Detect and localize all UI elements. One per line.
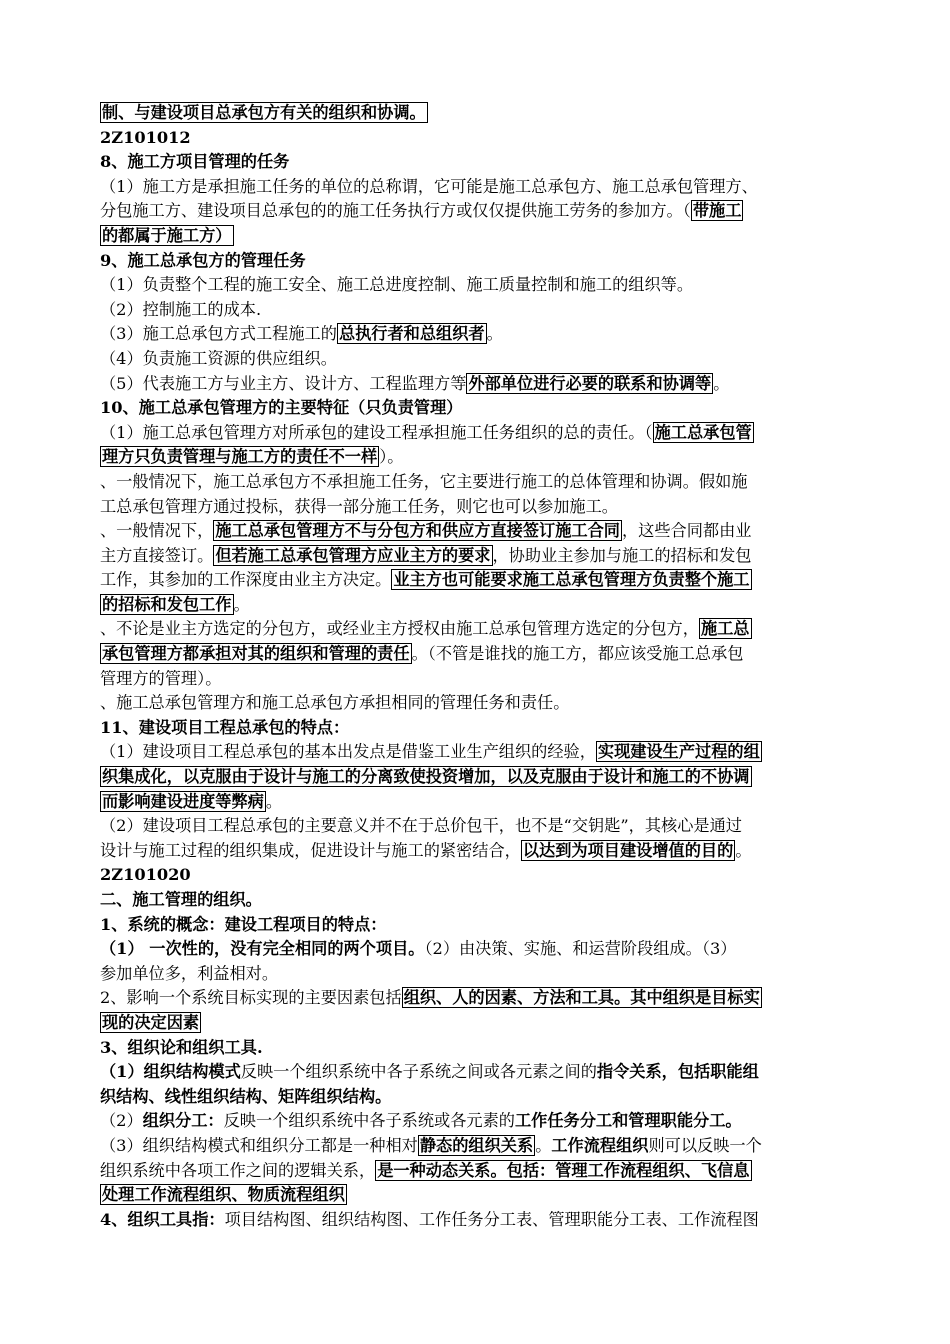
- document-page: [100, 101, 884, 1232]
- bold-text: 指令关系，包括职能组: [596, 1062, 759, 1082]
- text-line: [100, 863, 884, 888]
- boxed-highlight-text: 施工总: [700, 619, 750, 639]
- bold-text: 8、施工方项目管理的任务: [100, 152, 290, 172]
- text-line: [100, 396, 884, 421]
- text-line: [100, 1208, 884, 1233]
- body-text: ）。: [379, 447, 404, 467]
- body-text: 。（不管是谁找的施工方，都应该受施工总承包: [411, 644, 744, 664]
- text-line: [100, 199, 884, 224]
- boxed-highlight-text: 而影响建设进度等弊病: [102, 791, 264, 811]
- text-line: [100, 839, 884, 864]
- text-line: [100, 617, 884, 642]
- text-line: [100, 962, 884, 987]
- body-text: （1）施工总承包管理方对所承包的建设工程承担施工任务组织的总的责任。（: [100, 422, 653, 442]
- body-text: （1）负责整个工程的施工安全、施工总进度控制、施工质量控制和施工的组织等。: [100, 275, 694, 295]
- text-line: [100, 986, 884, 1011]
- body-text: 、一般情况下，: [100, 521, 214, 541]
- body-text: 。: [713, 373, 730, 393]
- text-line: [100, 667, 884, 692]
- bold-text: 工作流程组织: [551, 1135, 649, 1155]
- boxed-highlight-text: 外部单位进行必要的联系和协调等: [468, 373, 712, 393]
- body-text: 反映一个组织系统中各子系统之间或各元素之间的: [240, 1062, 597, 1082]
- bold-text: 4、组织工具指：: [100, 1209, 225, 1229]
- boxed-highlight-text: 组织、人的因素、方法和工具。其中组织是目标实: [403, 988, 760, 1008]
- text-line: [100, 224, 884, 249]
- text-line: [100, 1159, 884, 1184]
- boxed-highlight-text: 的都属于施工方）: [102, 225, 232, 245]
- bold-text: 2Z101020: [100, 865, 191, 885]
- text-line: [100, 298, 884, 323]
- body-text: ，这些合同都由业: [622, 521, 752, 541]
- text-line: [100, 347, 884, 372]
- body-text: 、不论是业主方选定的分包方，或经业主方授权由施工总承包管理方选定的分包方，: [100, 619, 699, 639]
- bold-text: 1、系统的概念：建设工程项目的特点：: [100, 914, 387, 934]
- body-text: 。: [265, 791, 283, 811]
- text-line: [100, 937, 884, 962]
- text-line: [100, 814, 884, 839]
- text-line: [100, 1109, 884, 1134]
- boxed-highlight-text: 是一种动态关系。包括：管理工作流程组织、飞信息: [377, 1160, 750, 1180]
- body-text: （3）施工总承包方式工程施工的: [100, 324, 337, 344]
- body-text: （4）负责施工资源的供应组织。: [100, 348, 337, 368]
- body-text: 、一般情况下，施工总承包方不承担施工任务，它主要进行施工的总体管理和协调。假如施: [100, 471, 748, 491]
- body-text: 工总承包管理方通过投标，获得一部分施工任务，则它也可以参加施工。: [100, 496, 618, 516]
- bold-text: 11、建设项目工程总承包的特点：: [100, 717, 350, 737]
- boxed-highlight-text: 现的决定因素: [102, 1012, 200, 1032]
- text-line: [100, 421, 884, 446]
- boxed-highlight-text: 承包管理方都承担对其的组织和管理的责任: [102, 644, 410, 664]
- text-line: [100, 445, 884, 470]
- body-text: 、施工总承包管理方和施工总承包方承担相同的管理任务和责任。: [100, 693, 570, 713]
- text-line: [100, 716, 884, 741]
- text-line: [100, 150, 884, 175]
- text-line: [100, 273, 884, 298]
- body-text: （2）控制施工的成本.: [100, 299, 262, 319]
- boxed-highlight-text: 总执行者和总组织者: [338, 324, 485, 344]
- text-line: [100, 495, 884, 520]
- body-text: 。: [486, 324, 503, 344]
- body-text: 工作，其参加的工作深度由业主方决定。: [100, 570, 392, 590]
- bold-text: （1）组织结构模式: [100, 1062, 241, 1082]
- text-line: [100, 1011, 884, 1036]
- body-text: （2）建设项目工程总承包的主要意义并不在于总价包干，也不是“交钥匙”，其核心是通过: [100, 816, 742, 836]
- boxed-highlight-text: 的招标和发包工作: [102, 594, 232, 614]
- boxed-highlight-text: 织集成化，以克服由于设计与施工的分离致使投资增加，以及克服由于设计和施工的不协调: [102, 767, 750, 787]
- body-text: （2）由决策、实施、和运营阶段组成。（3）: [424, 939, 737, 959]
- body-text: ，协助业主参加与施工的招标和发包: [492, 545, 752, 565]
- text-line: [100, 642, 884, 667]
- text-line: [100, 372, 884, 397]
- bold-text: 织结构、线性组织结构、矩阵组织结构。: [100, 1086, 392, 1106]
- text-line: [100, 249, 884, 274]
- body-text: 组织系统中各项工作之间的逻辑关系，: [100, 1160, 376, 1180]
- bold-text: 3、组织论和组织工具.: [100, 1037, 263, 1057]
- body-text: 管理方的管理）。: [100, 668, 222, 688]
- text-line: [100, 790, 884, 815]
- text-line: [100, 1060, 884, 1085]
- text-line: [100, 1183, 884, 1208]
- boxed-highlight-text: 以达到为项目建设增值的目的: [522, 840, 734, 860]
- boxed-highlight-text: 但若施工总承包管理方应业主方的要求: [215, 545, 491, 565]
- body-text: 参加单位多，利益相对。: [100, 963, 279, 983]
- text-line: [100, 1085, 884, 1110]
- body-text: 则可以反映一个: [648, 1135, 762, 1155]
- text-line: [100, 765, 884, 790]
- body-text: 设计与施工过程的组织集成，促进设计与施工的紧密结合，: [100, 840, 521, 860]
- body-text: （1）建设项目工程总承包的基本出发点是借鉴工业生产组织的经验，: [100, 742, 596, 762]
- bold-text: 9、施工总承包方的管理任务: [100, 250, 306, 270]
- boxed-highlight-text: 理方只负责管理与施工方的责任不一样: [102, 447, 378, 467]
- body-text: 分包施工方、建设项目总承包的的施工任务执行方或仅仅提供施工劳务的参加方。（: [100, 201, 691, 221]
- body-text: 主方直接签订。: [100, 545, 214, 565]
- body-text: 。: [735, 840, 752, 860]
- text-line: [100, 1134, 884, 1159]
- bold-text: 组织分工：: [142, 1111, 224, 1131]
- body-text: 。: [233, 594, 250, 614]
- boxed-highlight-text: 制、与建设项目总承包方有关的组织和协调。: [102, 103, 426, 122]
- bold-text: 工作任务分工和管理职能分工。: [515, 1111, 742, 1131]
- text-line: [100, 101, 884, 126]
- text-line: [100, 175, 884, 200]
- text-line: [100, 691, 884, 716]
- boxed-highlight-text: 静态的组织关系: [419, 1135, 534, 1155]
- bold-text: 二、施工管理的组织。: [100, 890, 262, 909]
- boxed-highlight-text: 带施工: [692, 201, 742, 221]
- text-line: [100, 568, 884, 593]
- boxed-highlight-text: 施工总承包管: [654, 422, 752, 442]
- text-line: [100, 1036, 884, 1061]
- text-line: [100, 470, 884, 495]
- text-line: [100, 888, 884, 913]
- text-line: [100, 322, 884, 347]
- text-line: [100, 544, 884, 569]
- text-line: [100, 913, 884, 938]
- body-text: （5）代表施工方与业主方、设计方、工程监理方等: [100, 373, 467, 393]
- text-line: [100, 519, 884, 544]
- text-line: [100, 740, 884, 765]
- body-text: 2、影响一个系统目标实现的主要因素包括: [100, 988, 402, 1008]
- bold-text: 10、施工总承包管理方的主要特征（只负责管理）: [100, 398, 463, 418]
- boxed-highlight-text: 业主方也可能要求施工总承包管理方负责整个施工: [393, 570, 750, 590]
- boxed-highlight-text: 处理工作流程组织、物质流程组织: [102, 1185, 345, 1205]
- text-line: [100, 593, 884, 618]
- bold-text: 2Z101012: [100, 127, 191, 147]
- body-text: （2）: [100, 1111, 143, 1131]
- body-text: 项目结构图、组织结构图、工作任务分工表、管理职能分工表、工作流程图: [224, 1209, 759, 1229]
- body-text: 反映一个组织系统中各子系统或各元素的: [223, 1111, 515, 1131]
- body-text: （3）组织结构模式和组织分工都是一种相对: [100, 1135, 418, 1155]
- boxed-highlight-text: 实现建设生产过程的组: [597, 742, 760, 762]
- body-text: 。: [535, 1135, 552, 1155]
- body-text: （1）施工方是承担施工任务的单位的总称谓，它可能是施工总承包方、施工总承包管理方、: [100, 176, 758, 196]
- boxed-highlight-text: 施工总承包管理方不与分包方和供应方直接签订施工合同: [215, 521, 620, 541]
- bold-text: （1） 一次性的，没有完全相同的两个项目。: [100, 939, 425, 959]
- text-line: [100, 126, 884, 151]
